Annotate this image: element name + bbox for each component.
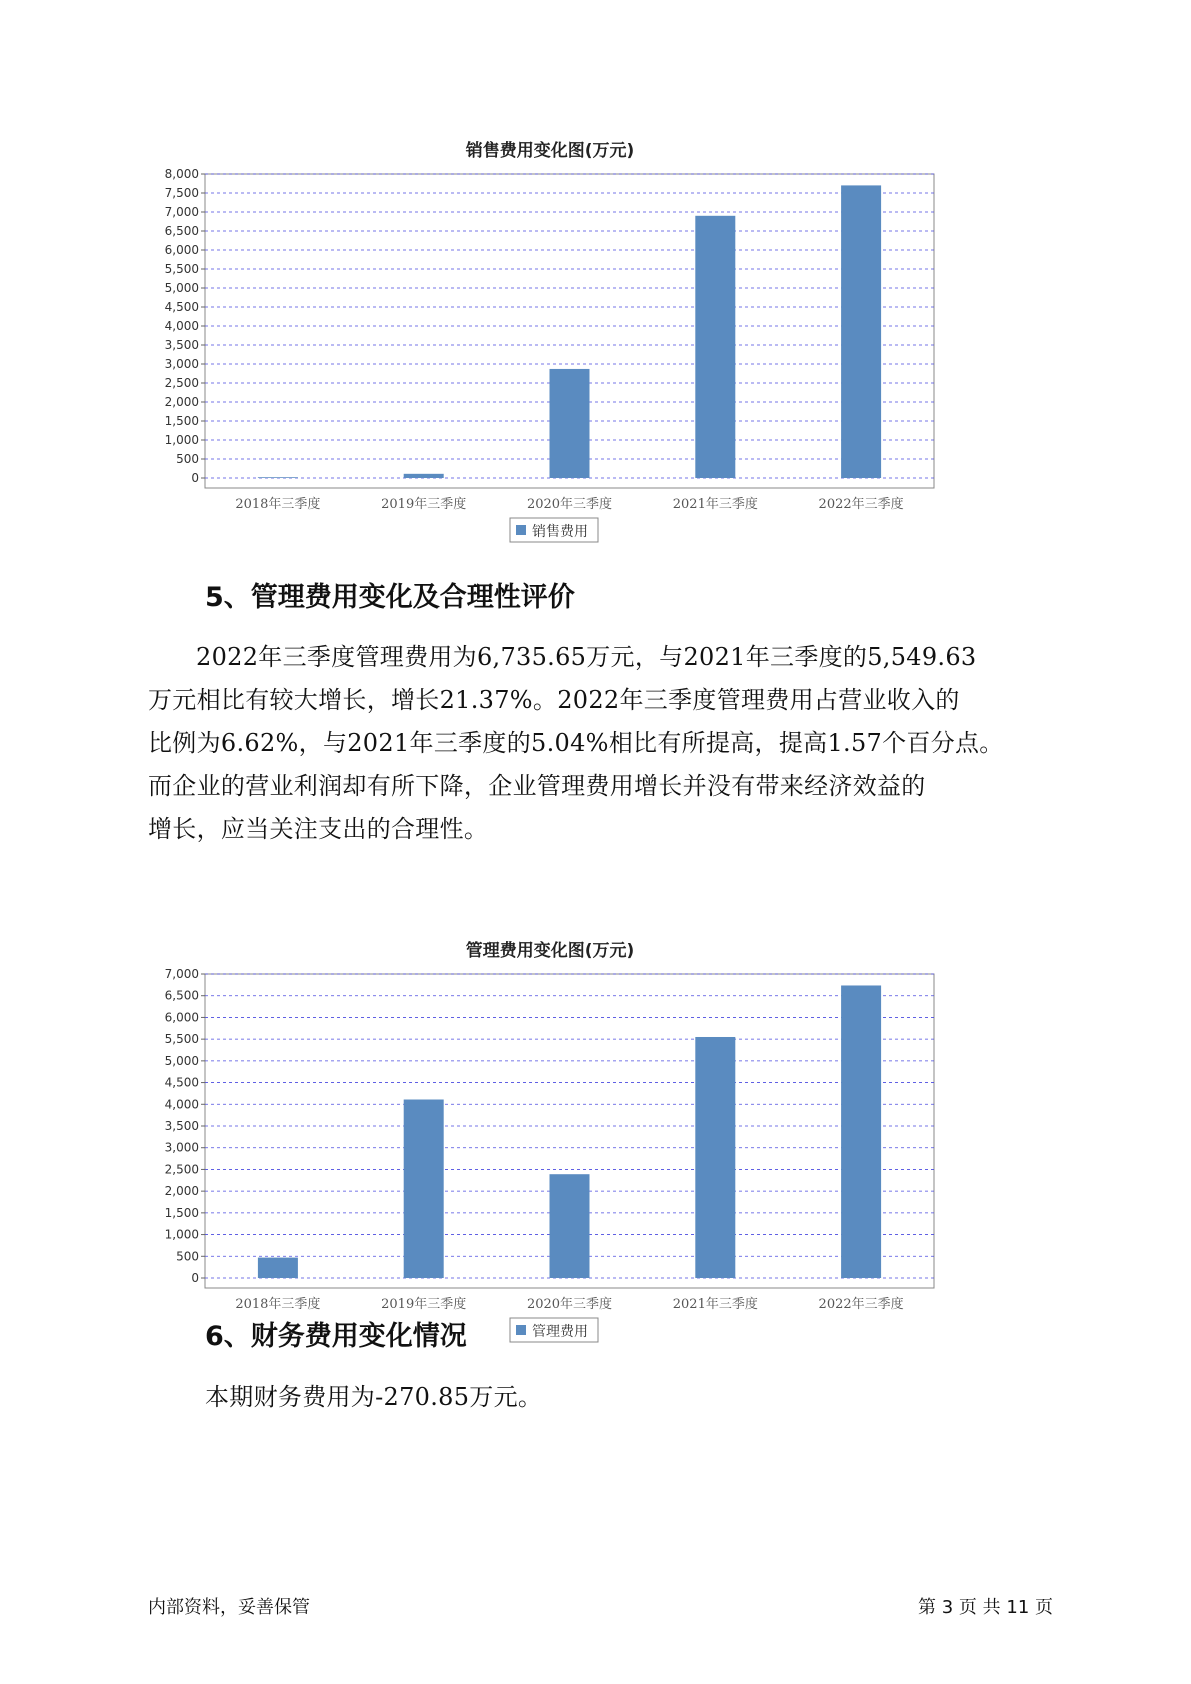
x-category-label: 2021年三季度 xyxy=(672,497,758,512)
y-tick-label: 8,000 xyxy=(164,167,199,181)
section-5-paragraph xyxy=(148,636,1048,851)
x-category-label: 2020年三季度 xyxy=(526,497,613,512)
bar xyxy=(550,1174,590,1278)
y-tick-label: 3,500 xyxy=(164,1119,199,1133)
bar xyxy=(550,369,590,478)
y-tick-label: 4,500 xyxy=(164,1075,199,1090)
y-tick-label: 2,000 xyxy=(164,395,199,409)
x-category-label: 2021年三季度 xyxy=(672,1297,758,1312)
section-5-heading: 5、管理费用变化及合理性评价 xyxy=(205,582,575,613)
section-6-heading: 6、财务费用变化情况 xyxy=(205,1321,467,1352)
y-tick-label: 500 xyxy=(176,1249,199,1264)
legend-label: 管理费用 xyxy=(532,1324,588,1340)
x-category-label: 2018年三季度 xyxy=(235,1297,321,1312)
y-tick-label: 5,000 xyxy=(164,281,199,295)
bar xyxy=(404,1100,444,1278)
bar xyxy=(841,185,881,478)
chart-legend xyxy=(510,518,598,542)
y-tick-label: 2,000 xyxy=(164,1184,199,1199)
y-tick-label: 1,000 xyxy=(164,433,199,447)
y-tick-label: 6,500 xyxy=(164,988,199,1003)
y-tick-label: 2,500 xyxy=(164,1162,199,1177)
legend-label: 销售费用 xyxy=(532,524,588,540)
y-tick-label: 4,000 xyxy=(164,1097,199,1112)
x-category-label: 2020年三季度 xyxy=(526,1297,613,1312)
x-category-label: 2019年三季度 xyxy=(381,497,467,512)
x-category-label: 2019年三季度 xyxy=(381,1297,467,1312)
y-tick-label: 4,000 xyxy=(164,319,199,333)
legend-swatch xyxy=(516,1325,526,1335)
y-tick-label: 2,500 xyxy=(164,376,199,390)
x-category-label: 2018年三季度 xyxy=(235,497,321,512)
y-tick-label: 4,500 xyxy=(164,300,199,314)
y-tick-label: 6,500 xyxy=(164,224,199,238)
paragraph-line: 2022年三季度管理费用为6,735.65万元，与2021年三季度的5,549.63 xyxy=(196,643,977,671)
y-tick-label: 1,000 xyxy=(164,1227,199,1242)
x-category-label: 2022年三季度 xyxy=(818,1297,904,1312)
footer-confidential-note: 内部资料，妥善保管 xyxy=(148,1597,310,1618)
chart-title: 管理费用变化图(万元) xyxy=(465,941,635,961)
bar xyxy=(258,477,298,478)
y-tick-label: 3,000 xyxy=(164,1140,199,1155)
paragraph-line: 万元相比有较大增长，增长21.37%。2022年三季度管理费用占营业收入的 xyxy=(148,686,960,714)
footer-page-number: 第 3 页 共 11 页 xyxy=(918,1597,1053,1618)
sales-expense-chart xyxy=(150,140,1050,600)
y-tick-label: 6,000 xyxy=(164,243,199,257)
y-tick-label: 5,500 xyxy=(164,262,199,276)
sales-expense-chart-svg xyxy=(150,140,1050,600)
y-tick-label: 3,500 xyxy=(164,338,199,352)
y-tick-label: 5,000 xyxy=(164,1053,199,1068)
legend-swatch xyxy=(516,525,526,535)
y-tick-label: 3,000 xyxy=(164,357,199,371)
chart-title: 销售费用变化图(万元) xyxy=(465,141,635,161)
chart-legend xyxy=(510,1318,598,1342)
paragraph-line: 增长，应当关注支出的合理性。 xyxy=(148,815,489,843)
bar xyxy=(695,1037,735,1278)
y-tick-label: 5,500 xyxy=(164,1032,199,1047)
bar xyxy=(695,216,735,478)
y-tick-label: 1,500 xyxy=(164,414,199,428)
y-tick-label: 0 xyxy=(191,471,199,485)
paragraph-line: 而企业的营业利润却有所下降，企业管理费用增长并没有带来经济效益的 xyxy=(148,772,926,800)
x-category-label: 2022年三季度 xyxy=(818,497,904,512)
y-tick-label: 7,000 xyxy=(164,967,199,981)
bar xyxy=(258,1258,298,1278)
section-6-paragraph: 本期财务费用为-270.85万元。 xyxy=(205,1383,543,1411)
bar xyxy=(841,985,881,1278)
y-tick-label: 6,000 xyxy=(164,1010,199,1025)
y-tick-label: 1,500 xyxy=(164,1205,199,1220)
bar xyxy=(404,474,444,478)
y-tick-label: 7,500 xyxy=(164,186,199,200)
y-tick-label: 0 xyxy=(191,1271,199,1285)
plot-area xyxy=(165,167,934,512)
y-tick-label: 7,000 xyxy=(164,205,199,219)
y-tick-label: 500 xyxy=(176,452,199,466)
plot-area xyxy=(165,967,934,1312)
paragraph-line: 比例为6.62%，与2021年三季度的5.04%相比有所提高，提高1.57个百分点。 xyxy=(148,729,1004,757)
